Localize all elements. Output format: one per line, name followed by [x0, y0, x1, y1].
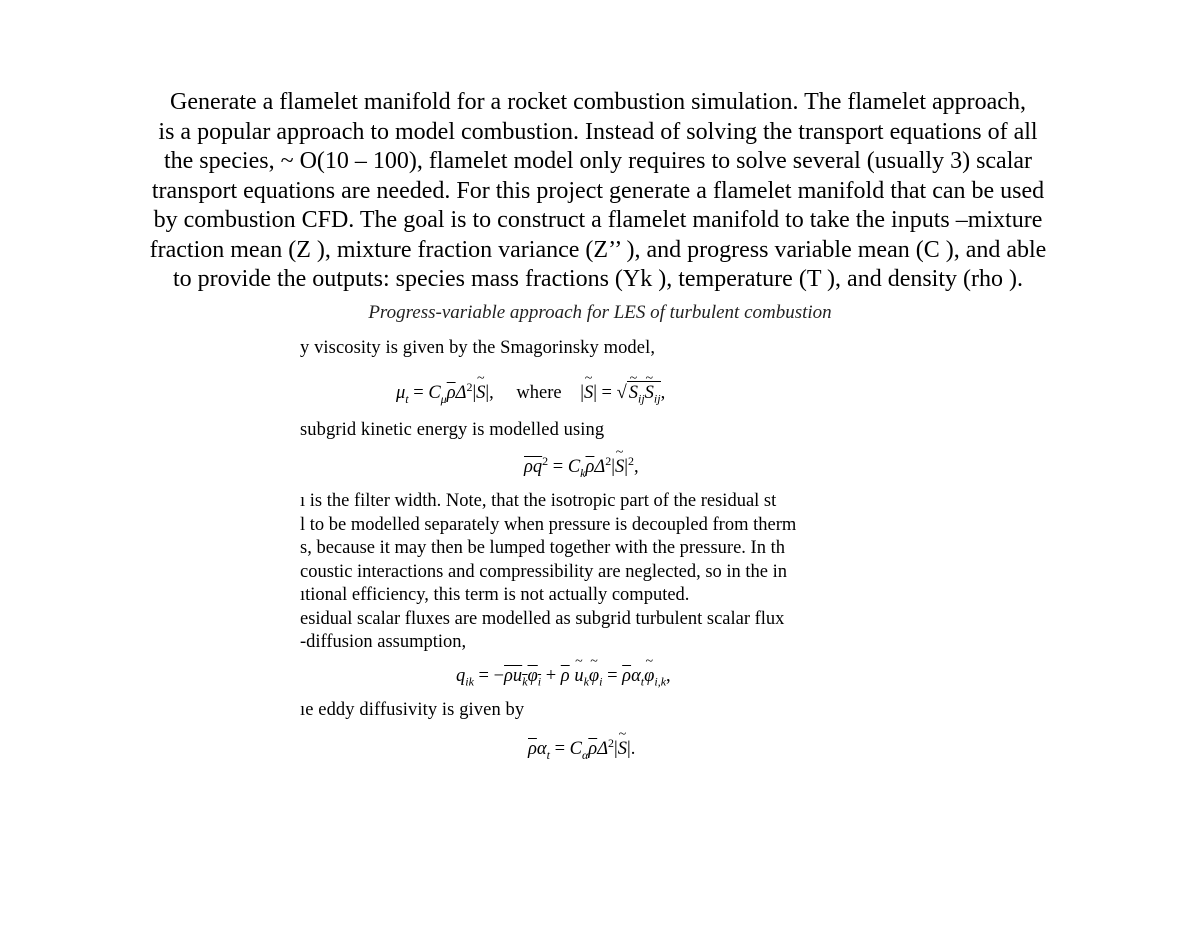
- prompt-line: Generate a flamelet manifold for a rocket combustion simulation. The flamelet approach,: [170, 89, 1026, 115]
- equation-where-label: where: [516, 383, 562, 404]
- prompt-line: to provide the outputs: species mass fractions (Yk ), temperature (T ), and density (rho ).: [173, 266, 1023, 292]
- excerpt-paragraph: [300, 490, 892, 655]
- equation-smagorinsky: $\mu_t$ = $C_\mu\overline{\rho}\Delta^2|\sim$ S|, where |~ S| = √ ~ $S_{ij}\sim$ $S_{ij}$,: [396, 380, 665, 407]
- excerpt-line: -diffusion assumption,: [300, 632, 467, 652]
- excerpt-line: subgrid kinetic energy is modelled using: [300, 420, 605, 440]
- prompt-line: the species, ~ O(10 – 100), flamelet model only requires to solve several (usually 3) scalar: [163, 148, 1033, 174]
- excerpt-line: coustic interactions and compressibility are neglected, so in the in: [300, 561, 788, 582]
- excerpt-line: ıtional efficiency, this term is not actually computed.: [300, 585, 690, 605]
- excerpt-line: ıe eddy diffusivity is given by: [300, 700, 525, 720]
- excerpt-line: esidual scalar fluxes are modelled as subgrid turbulent scalar flux: [300, 608, 785, 629]
- equation-subgrid-kinetic-energy: $\overline{\rho q}^2$ = $C_k\overline{\rho}\Delta^2|\sim$ $S|^2$,: [524, 454, 639, 481]
- excerpt-line: ı is the filter width. Note, that the isotropic part of the residual st: [300, 491, 777, 511]
- excerpt-line: s, because it may then be lumped together with the pressure. In th: [300, 538, 785, 558]
- excerpt-line: l to be modelled separately when pressure is decoupled from therm: [300, 514, 797, 535]
- equation-eddy-diffusivity: $\overline{\rho}\alpha_t$ = $C_\alpha\overline{\rho}\Delta^2|\sim$ S|.: [528, 736, 635, 763]
- prompt-line: fraction mean (Z ), mixture fraction variance (Z’’ ), and progress variable mean (C ), and able: [149, 236, 1047, 263]
- prompt-text: [110, 88, 1086, 295]
- running-head: Progress-variable approach for LES of turbulent combustion: [368, 302, 832, 323]
- paper-excerpt-image: [300, 302, 900, 772]
- excerpt-line: y viscosity is given by the Smagorinsky model,: [300, 338, 656, 358]
- prompt-line: is a popular approach to model combustion. Instead of solving the transport equations of all: [158, 118, 1038, 145]
- prompt-line: by combustion CFD. The goal is to construct a flamelet manifold to take the inputs –mixture: [153, 207, 1043, 233]
- prompt-line: transport equations are needed. For this project generate a flamelet manifold that can be used: [151, 177, 1045, 204]
- equation-scalar-flux: $q_{ik} = -\rho u_k\varphi_i + \overline{\rho}$ ~ $u_k\sim$ $\varphi_i$ = $\overline{\rho}\alpha_t\sim$ $\varphi_{i,k}$,: [456, 666, 671, 690]
